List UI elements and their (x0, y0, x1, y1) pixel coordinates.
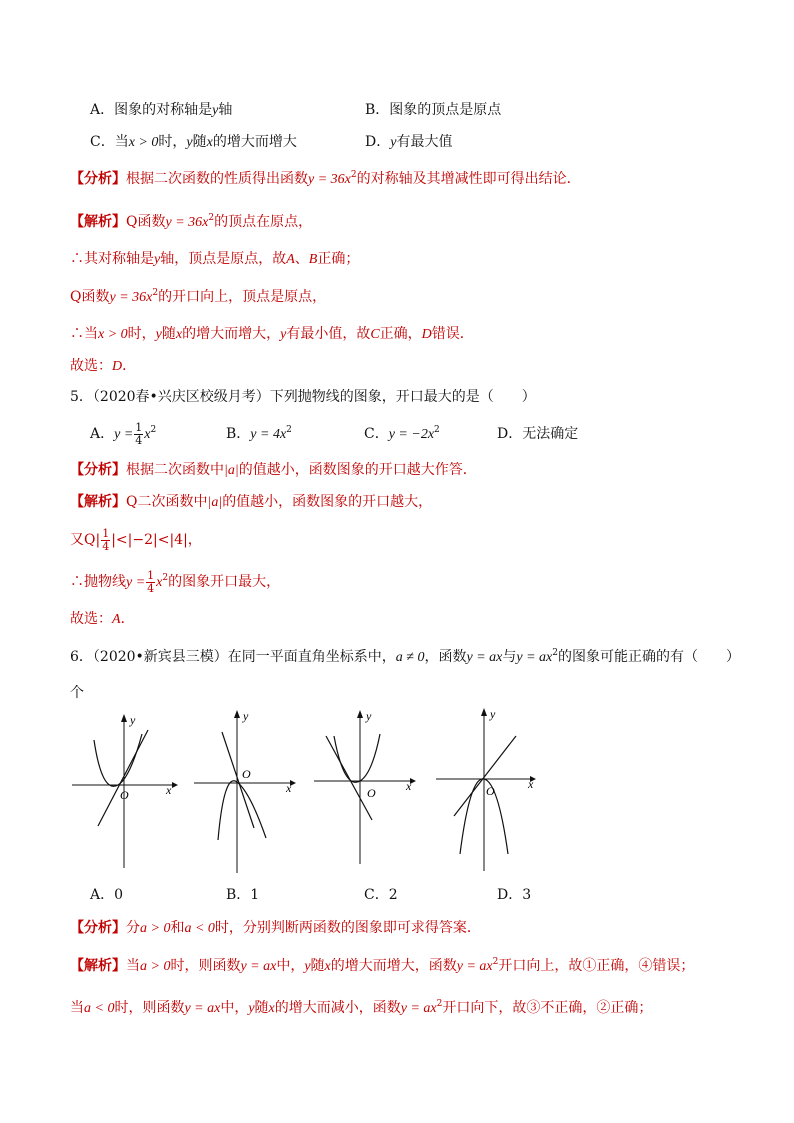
origin-label: O (242, 767, 251, 781)
y-axis-arrow (121, 714, 127, 722)
q5-analysis: 【分析】根据二次函数中|a|的值越小，函数图象的开口越大作答． (70, 462, 477, 478)
q5-solution-line3: ∴抛物线y = $\frac{1}{4}$ $x^2$的图象开口最大， (70, 568, 281, 595)
y-label: y (243, 709, 249, 723)
q5-stem: 5．（2020春•兴庆区校级月考）下列抛物线的图象，开口最大的是（ ） (70, 389, 536, 405)
q4-option-a: A．图象的对称轴是y轴 (90, 102, 233, 118)
y-axis-arrow (234, 710, 240, 718)
q5-option-a: A．y = $\frac{1}{4}$ $x^2$ (90, 420, 157, 447)
q6-solution-line2: 当a < 0时，则函数y = ax中，y随x的增大而减小，函数$y = ax^2$开口向下，故③不正确，②正确； (70, 999, 653, 1016)
y-label: y (130, 713, 136, 727)
q5-answer: 故选：A． (70, 611, 135, 627)
x-label: x (286, 781, 292, 795)
q6-option-c: C．2 (364, 887, 398, 903)
x-label: x (406, 779, 412, 793)
q4-solution-line2: ∴其对称轴是y轴，顶点是原点，故A、B正确； (70, 251, 360, 267)
graph-2 (190, 708, 302, 878)
q6-option-d: D．3 (497, 887, 532, 903)
x-label: x (528, 777, 534, 791)
q5-option-b: B．$y = 4x^2$ (226, 425, 292, 442)
y-label: y (490, 707, 496, 721)
q5-option-c: C．$y = -2x^2$ (364, 425, 440, 442)
line-y-ax (326, 736, 372, 820)
q4-answer: 故选：D． (70, 358, 137, 374)
y-label: y (366, 709, 372, 723)
q4-option-d: D．y有最大值 (365, 134, 453, 150)
q6-stem: 6．（2020•新宾县三模）在同一平面直角坐标系中，a ≠ 0，函数y = ax与$y = ax^2$的图象可能正确的有（ ） (70, 648, 740, 665)
q4-option-b: B．图象的顶点是原点 (365, 102, 502, 118)
q4-solution-line4: ∴当x > 0时，y随x的增大而增大，y有最小值，故C正确，D错误． (70, 326, 474, 342)
graph-4 (434, 706, 546, 876)
q4-analysis: 【分析】根据二次函数的性质得出函数$y = 36x^2$的对称轴及其增减性即可得出结论． (70, 170, 581, 187)
q6-option-a: A．0 (90, 887, 124, 903)
parabola (218, 781, 266, 840)
x-label: x (166, 783, 172, 797)
y-axis-arrow (481, 708, 487, 716)
x-axis-arrow (172, 782, 178, 788)
q4-solution-line3: Q函数$y = 36x^2$的开口向上，顶点是原点， (70, 288, 327, 305)
q6-stem-tail: 个 (70, 685, 84, 701)
q5-option-d: D．无法确定 (497, 426, 579, 442)
q5-solution-line2: 又Q| $\frac{1}{4}$ |<|−2|<|4|， (70, 526, 202, 553)
line-y-ax (98, 730, 148, 826)
q5-solution-line1: 【解析】Q二次函数中|a|的值越小，函数图象的开口越大， (70, 494, 433, 510)
q6-solution-line1: 【解析】当a > 0时，则函数y = ax中，y随x的增大而增大，函数$y = ax^2$开口向上，故①正确，④错误； (70, 957, 695, 974)
solution-tag: 【解析】 (70, 214, 126, 230)
line-y-ax (454, 736, 516, 816)
y-axis-arrow (357, 710, 363, 718)
q4-option-c: C．当x > 0时，y随x的增大而增大 (90, 134, 297, 150)
analysis-tag: 【分析】 (70, 171, 126, 187)
parabola (334, 734, 380, 782)
graph-3 (310, 708, 422, 868)
origin-label: O (367, 786, 376, 800)
origin-label: O (486, 784, 495, 798)
graph-1 (68, 712, 180, 872)
parabola (94, 734, 142, 786)
q6-analysis: 【分析】分a > 0和a < 0时，分别判断两函数的图象即可求得答案． (70, 920, 481, 936)
origin-label: O (120, 788, 129, 802)
q6-option-b: B．1 (226, 887, 260, 903)
q4-solution-line1: 【解析】Q函数$y = 36x^2$的顶点在原点， (70, 213, 313, 230)
